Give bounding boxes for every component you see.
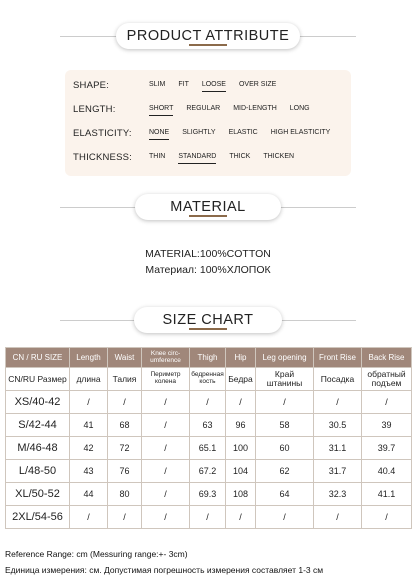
measurement-cell: / xyxy=(70,391,108,414)
size-label-cell: S/42-44 xyxy=(6,414,70,437)
column-header: Length xyxy=(70,348,108,368)
measurement-cell: / xyxy=(256,506,314,529)
attribute-option: THIN xyxy=(149,153,166,160)
russian-column-header: обратный подъем xyxy=(362,368,412,391)
measurement-cell: / xyxy=(190,506,226,529)
measurement-cell: / xyxy=(108,506,142,529)
measurement-cell: 65.1 xyxy=(190,437,226,460)
size-label-cell: L/48-50 xyxy=(6,460,70,483)
column-header: Front Rise xyxy=(314,348,362,368)
attribute-name: ELASTICITY: xyxy=(73,128,132,139)
attribute-name: THICKNESS: xyxy=(73,152,133,163)
attribute-name: SHAPE: xyxy=(73,80,110,91)
attribute-option: THICK xyxy=(229,153,251,160)
table-row xyxy=(6,414,412,437)
table-row xyxy=(6,460,412,483)
measurement-cell: 72 xyxy=(108,437,142,460)
measurement-unit-note: Единица измерения: см. Допустимая погрешность измерения составляет 1-3 см xyxy=(5,565,324,575)
attribute-option: THICKEN xyxy=(263,153,295,160)
measurement-cell: 63 xyxy=(190,414,226,437)
measurement-cell: 76 xyxy=(108,460,142,483)
material-title xyxy=(135,194,281,220)
measurement-cell: / xyxy=(108,391,142,414)
attribute-option-selected: SHORT xyxy=(149,105,174,112)
attribute-option: SLIM xyxy=(149,81,166,88)
russian-column-header: Посадка xyxy=(314,368,362,391)
attribute-option: SLIGHTLY xyxy=(182,129,216,136)
size-chart-title-text: SIZE CHART xyxy=(162,312,254,328)
measurement-cell: / xyxy=(142,437,190,460)
table-row xyxy=(6,483,412,506)
attribute-name: LENGTH: xyxy=(73,104,116,115)
size-label-cell: 2XL/54-56 xyxy=(6,506,70,529)
size-label-cell: XL/50-52 xyxy=(6,483,70,506)
attribute-row xyxy=(73,128,343,139)
material-line-ru: Материал: 100%ХЛОПОК xyxy=(145,264,271,276)
attribute-option: FIT xyxy=(178,81,189,88)
size-label-cell: XS/40-42 xyxy=(6,391,70,414)
attribute-option: REGULAR xyxy=(186,105,221,112)
measurement-cell: / xyxy=(70,506,108,529)
measurement-cell: / xyxy=(226,506,256,529)
russian-header-row xyxy=(6,368,412,391)
russian-column-header: бедренная кость xyxy=(190,368,226,391)
measurement-cell: / xyxy=(142,391,190,414)
title-accent-bar xyxy=(189,328,227,330)
measurement-cell: 40.4 xyxy=(362,460,412,483)
attribute-option: HIGH ELASTICITY xyxy=(270,129,331,136)
measurement-cell: 30.5 xyxy=(314,414,362,437)
product-attribute-panel xyxy=(65,70,351,176)
size-chart-header-row xyxy=(6,348,412,368)
attribute-row xyxy=(73,80,289,91)
measurement-cell: 42 xyxy=(70,437,108,460)
attribute-row xyxy=(73,104,323,115)
measurement-cell: / xyxy=(256,391,314,414)
measurement-cell: 108 xyxy=(226,483,256,506)
measurement-cell: 60 xyxy=(256,437,314,460)
attribute-option-selected: STANDARD xyxy=(178,153,217,160)
attribute-row xyxy=(73,152,307,163)
column-header: Leg opening xyxy=(256,348,314,368)
column-header: CN / RU SIZE xyxy=(6,348,70,368)
table-row xyxy=(6,506,412,529)
product-attribute-title-text: PRODUCT ATTRIBUTE xyxy=(126,28,290,44)
attribute-option: MID-LENGTH xyxy=(233,105,277,112)
size-chart-title xyxy=(134,307,282,333)
product-attribute-title xyxy=(116,23,300,49)
column-header: Knee circ- umference xyxy=(142,348,190,368)
material-line-en: MATERIAL:100%COTTON xyxy=(145,248,271,260)
russian-column-header: Талия xyxy=(108,368,142,391)
size-label-cell: M/46-48 xyxy=(6,437,70,460)
table-row xyxy=(6,391,412,414)
measurement-cell: / xyxy=(142,483,190,506)
measurement-cell: 41.1 xyxy=(362,483,412,506)
attribute-option: OVER SIZE xyxy=(238,81,277,88)
measurement-cell: / xyxy=(314,506,362,529)
attribute-option: ELASTIC xyxy=(228,129,258,136)
measurement-cell: / xyxy=(226,391,256,414)
measurement-cell: 43 xyxy=(70,460,108,483)
title-accent-bar xyxy=(189,44,227,46)
measurement-cell: 62 xyxy=(256,460,314,483)
measurement-cell: / xyxy=(142,414,190,437)
russian-column-header: Бедра xyxy=(226,368,256,391)
attribute-option-selected: NONE xyxy=(149,129,170,136)
measurement-cell: 69.3 xyxy=(190,483,226,506)
measurement-cell: 31.1 xyxy=(314,437,362,460)
measurement-cell: 96 xyxy=(226,414,256,437)
measurement-cell: 31.7 xyxy=(314,460,362,483)
measurement-cell: 32.3 xyxy=(314,483,362,506)
attribute-option: LONG xyxy=(289,105,310,112)
column-header: Waist xyxy=(108,348,142,368)
reference-range-note: Reference Range: cm (Messuring range:+- 3cm) xyxy=(5,549,188,559)
measurement-cell: / xyxy=(314,391,362,414)
size-chart-table xyxy=(5,347,412,529)
measurement-cell: / xyxy=(362,506,412,529)
measurement-cell: / xyxy=(142,506,190,529)
russian-column-header: длина xyxy=(70,368,108,391)
title-accent-bar xyxy=(189,215,227,217)
measurement-cell: / xyxy=(362,391,412,414)
column-header: Back Rise xyxy=(362,348,412,368)
measurement-cell: / xyxy=(142,460,190,483)
measurement-cell: 104 xyxy=(226,460,256,483)
material-title-text: MATERIAL xyxy=(170,199,246,215)
russian-column-header: Край штанины xyxy=(256,368,314,391)
column-header: Thigh xyxy=(190,348,226,368)
table-row xyxy=(6,437,412,460)
measurement-cell: 100 xyxy=(226,437,256,460)
russian-column-header: Периметр колена xyxy=(142,368,190,391)
measurement-cell: 39.7 xyxy=(362,437,412,460)
measurement-cell: 58 xyxy=(256,414,314,437)
measurement-cell: 67.2 xyxy=(190,460,226,483)
measurement-cell: 39 xyxy=(362,414,412,437)
measurement-cell: 44 xyxy=(70,483,108,506)
measurement-cell: / xyxy=(190,391,226,414)
measurement-cell: 68 xyxy=(108,414,142,437)
column-header: Hip xyxy=(226,348,256,368)
measurement-cell: 64 xyxy=(256,483,314,506)
russian-column-header: CN/RU Размер xyxy=(6,368,70,391)
measurement-cell: 80 xyxy=(108,483,142,506)
attribute-option-selected: LOOSE xyxy=(201,81,226,88)
measurement-cell: 41 xyxy=(70,414,108,437)
